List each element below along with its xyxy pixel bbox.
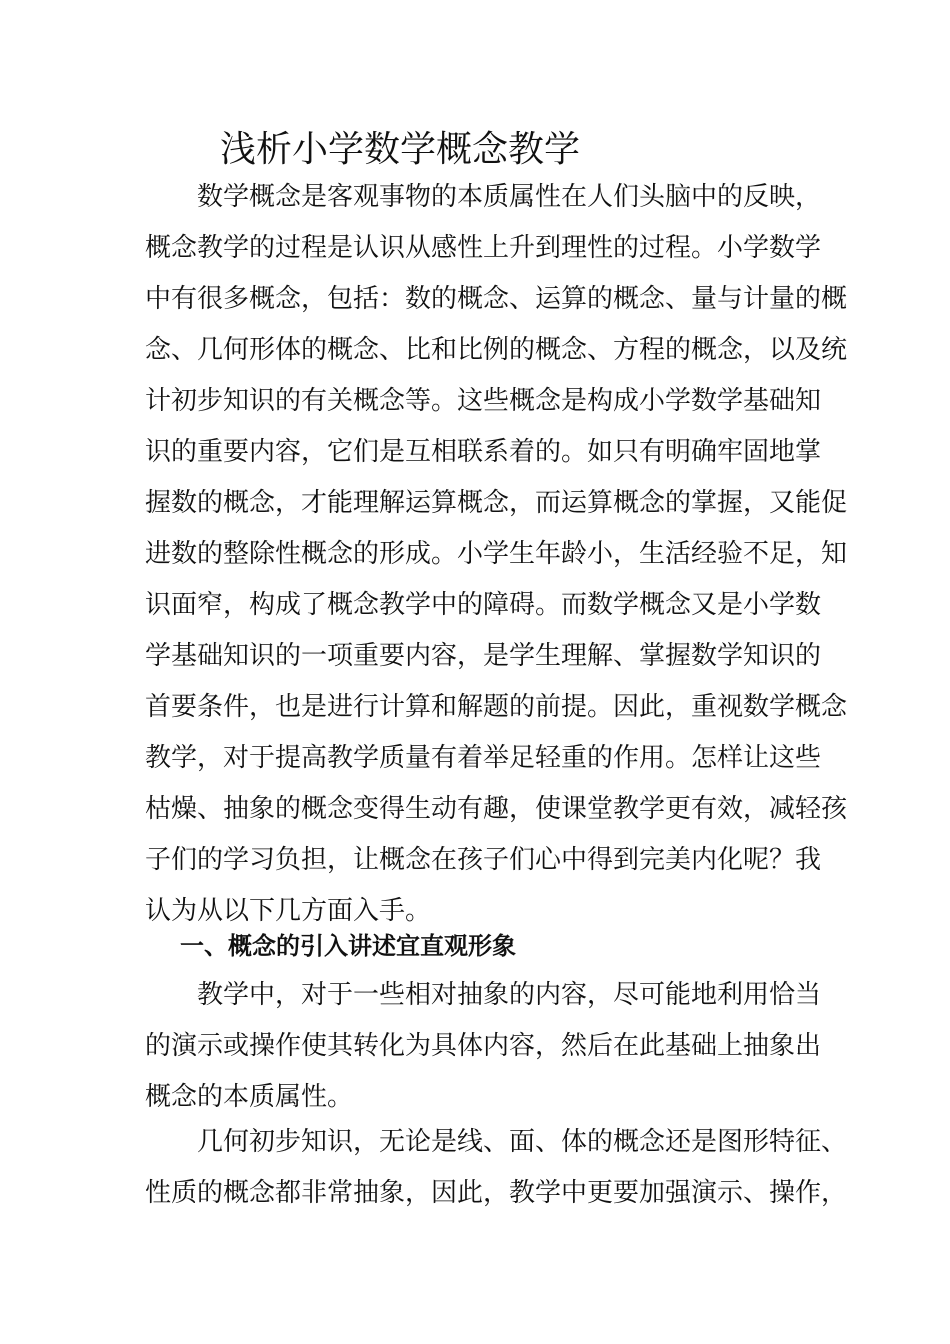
paragraph-line: 教学，对于提高教学质量有着举足轻重的作用。怎样让这些 (145, 743, 822, 773)
paragraph-line: 握数的概念，才能理解运算概念，而运算概念的掌握，又能促 (145, 488, 848, 518)
paragraph-line: 性质的概念都非常抽象，因此，教学中更要加强演示、操作， (145, 1178, 848, 1208)
paragraph-line: 念、几何形体的概念、比和比例的概念、方程的概念，以及统 (145, 335, 848, 365)
paragraph-line: 概念教学的过程是认识从感性上升到理性的过程。小学数学 (145, 233, 822, 263)
paragraph-line: 教学中，对于一些相对抽象的内容，尽可能地利用恰当 (197, 980, 822, 1010)
paragraph-second (145, 970, 822, 1123)
paragraph-line: 概念的本质属性。 (145, 1082, 354, 1112)
paragraph-line: 计初步知识的有关概念等。这些概念是构成小学数学基础知 (145, 386, 822, 416)
paragraph-line: 中有很多概念，包括：数的概念、运算的概念、量与计量的概 (145, 284, 848, 314)
paragraph-third (145, 1117, 848, 1219)
paragraph-line: 识面窄，构成了概念教学中的障碍。而数学概念又是小学数 (145, 590, 822, 620)
paragraph-line: 识的重要内容，它们是互相联系着的。如只有明确牢固地掌 (145, 437, 822, 467)
paragraph-line: 进数的整除性概念的形成。小学生年龄小，生活经验不足，知 (145, 539, 848, 569)
paragraph-line: 认为从以下几方面入手。 (145, 896, 432, 926)
section-heading: 一、概念的引入讲述宜直观形象 (180, 932, 516, 960)
paragraph-intro (145, 172, 848, 937)
paragraph-line: 学基础知识的一项重要内容，是学生理解、掌握数学知识的 (145, 641, 822, 671)
paragraph-line: 几何初步知识，无论是线、面、体的概念还是图形特征、 (197, 1127, 848, 1157)
paragraph-line: 枯燥、抽象的概念变得生动有趣，使课堂教学更有效，减轻孩 (145, 794, 848, 824)
paragraph-line: 数学概念是客观事物的本质属性在人们头脑中的反映， (197, 182, 822, 212)
paragraph-line: 首要条件，也是进行计算和解题的前提。因此，重视数学概念 (145, 692, 848, 722)
paragraph-line: 的演示或操作使其转化为具体内容，然后在此基础上抽象出 (145, 1031, 822, 1061)
document-title: 浅析小学数学概念教学 (220, 129, 581, 170)
paragraph-line: 子们的学习负担，让概念在孩子们心中得到完美内化呢？我 (145, 845, 822, 875)
